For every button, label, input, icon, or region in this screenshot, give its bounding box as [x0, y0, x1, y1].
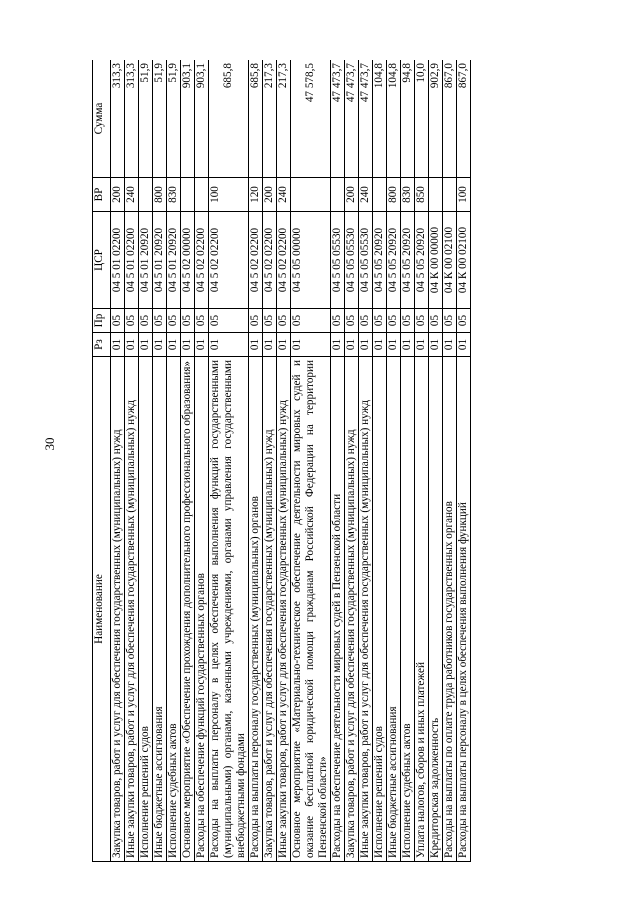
cell-pr: 05	[153, 309, 167, 333]
cell-name: Кредиторская задолженность	[429, 357, 443, 862]
cell-vr: 240	[359, 178, 373, 212]
cell-sum: 47 473,7	[345, 60, 359, 178]
cell-pr: 05	[373, 309, 387, 333]
cell-name: Закупка товаров, работ и услуг для обеспечения государственных (муниципальных) нужд	[345, 357, 359, 862]
cell-rz: 01	[209, 333, 249, 357]
cell-csr: 04 К 00 02100	[443, 212, 457, 309]
cell-vr: 850	[415, 178, 429, 212]
cell-sum: 902,9	[429, 60, 443, 178]
cell-rz: 01	[195, 333, 209, 357]
table-row	[457, 60, 471, 862]
table-row	[249, 60, 263, 862]
cell-name: Исполнение судебных актов	[401, 357, 415, 862]
cell-sum: 104,8	[373, 60, 387, 178]
cell-csr: 04 К 00 02100	[457, 212, 471, 309]
table-header	[93, 60, 111, 862]
table-row	[195, 60, 209, 862]
cell-rz: 01	[277, 333, 291, 357]
cell-name: Иные закупки товаров, работ и услуг для обеспечения государственных (муниципальных) нужд	[277, 357, 291, 862]
cell-rz: 01	[249, 333, 263, 357]
cell-vr	[331, 178, 345, 212]
cell-pr: 05	[263, 309, 277, 333]
cell-sum: 217,3	[263, 60, 277, 178]
cell-vr	[429, 178, 443, 212]
table-row	[263, 60, 277, 862]
cell-sum: 104,8	[387, 60, 401, 178]
cell-csr: 04 5 02 02200	[209, 212, 249, 309]
cell-pr: 05	[415, 309, 429, 333]
cell-csr: 04 К 00 00000	[429, 212, 443, 309]
cell-name: Закупка товаров, работ и услуг для обеспечения государственных (муниципальных) нужд	[263, 357, 277, 862]
header-sum: Сумма	[93, 60, 111, 178]
cell-rz: 01	[263, 333, 277, 357]
cell-rz: 01	[139, 333, 153, 357]
cell-vr	[195, 178, 209, 212]
cell-name: Исполнение судебных актов	[167, 357, 181, 862]
cell-sum: 685,8	[249, 60, 263, 178]
cell-sum: 47 578,5	[291, 60, 331, 178]
cell-rz: 01	[167, 333, 181, 357]
header-rz: Рз	[93, 333, 111, 357]
cell-csr: 04 5 01 02200	[125, 212, 139, 309]
table-row	[153, 60, 167, 862]
cell-rz: 01	[291, 333, 331, 357]
cell-csr: 04 5 02 02200	[249, 212, 263, 309]
page-number: 30	[42, 437, 57, 451]
cell-sum: 313,3	[125, 60, 139, 178]
header-vr: ВР	[93, 178, 111, 212]
cell-vr	[443, 178, 457, 212]
cell-sum: 94,8	[401, 60, 415, 178]
cell-vr: 800	[387, 178, 401, 212]
cell-csr: 04 5 01 02200	[111, 212, 125, 309]
cell-sum: 867,0	[457, 60, 471, 178]
table-row	[125, 60, 139, 862]
table-row	[111, 60, 125, 862]
cell-sum: 47 473,7	[331, 60, 345, 178]
cell-csr: 04 5 01 20920	[153, 212, 167, 309]
cell-csr: 04 5 05 05530	[331, 212, 345, 309]
cell-csr: 04 5 02 02200	[263, 212, 277, 309]
cell-csr: 04 5 05 20920	[373, 212, 387, 309]
cell-name: Расходы на обеспечение функций государственных органов	[195, 357, 209, 862]
cell-rz: 01	[443, 333, 457, 357]
cell-csr: 04 5 01 20920	[139, 212, 153, 309]
cell-pr: 05	[277, 309, 291, 333]
cell-pr: 05	[209, 309, 249, 333]
cell-pr: 05	[401, 309, 415, 333]
cell-pr: 05	[331, 309, 345, 333]
cell-csr: 04 5 05 05530	[359, 212, 373, 309]
cell-csr: 04 5 02 02200	[195, 212, 209, 309]
cell-sum: 313,3	[111, 60, 125, 178]
cell-sum: 47 473,7	[359, 60, 373, 178]
cell-pr: 05	[167, 309, 181, 333]
cell-name: Расходы на выплаты персоналу в целях обеспечения выполнения функций	[457, 357, 471, 862]
cell-name: Расходы на обеспечение деятельности мировых судей в Пензенской области	[331, 357, 345, 862]
cell-sum: 867,0	[443, 60, 457, 178]
cell-csr: 04 5 05 20920	[401, 212, 415, 309]
table-body	[111, 60, 471, 862]
cell-sum: 10,0	[415, 60, 429, 178]
cell-vr: 830	[401, 178, 415, 212]
cell-rz: 01	[331, 333, 345, 357]
budget-table	[92, 60, 471, 862]
cell-vr: 100	[457, 178, 471, 212]
header-row	[93, 60, 111, 862]
cell-pr: 05	[443, 309, 457, 333]
table-row	[209, 60, 249, 862]
cell-pr: 05	[111, 309, 125, 333]
cell-name: Закупка товаров, работ и услуг для обеспечения государственных (муниципальных) нужд	[111, 357, 125, 862]
cell-rz: 01	[457, 333, 471, 357]
cell-name: Иные закупки товаров, работ и услуг для обеспечения государственных (муниципальных) нужд	[359, 357, 373, 862]
table-row	[277, 60, 291, 862]
cell-pr: 05	[181, 309, 195, 333]
header-pr: Пр	[93, 309, 111, 333]
cell-csr: 04 5 05 05530	[345, 212, 359, 309]
cell-vr: 800	[153, 178, 167, 212]
cell-vr	[291, 178, 331, 212]
cell-pr: 05	[429, 309, 443, 333]
table-row	[429, 60, 443, 862]
cell-vr: 200	[263, 178, 277, 212]
cell-rz: 01	[345, 333, 359, 357]
table-row	[443, 60, 457, 862]
cell-name: Расходы на выплаты персоналу в целях обеспечения выполнения функций государственными (муниципальными) органами, казенными учреждениями, органами управления государственными внебюджетными фондами	[209, 357, 249, 862]
cell-sum: 903,1	[181, 60, 195, 178]
cell-sum: 685,8	[209, 60, 249, 178]
cell-pr: 05	[457, 309, 471, 333]
table-rotation-frame	[92, 60, 600, 862]
table-row	[401, 60, 415, 862]
cell-vr	[181, 178, 195, 212]
cell-name: Исполнение решений судов	[139, 357, 153, 862]
table-row	[359, 60, 373, 862]
cell-vr: 120	[249, 178, 263, 212]
cell-vr: 100	[209, 178, 249, 212]
cell-rz: 01	[401, 333, 415, 357]
table-row	[345, 60, 359, 862]
cell-rz: 01	[359, 333, 373, 357]
cell-rz: 01	[415, 333, 429, 357]
cell-sum: 51,9	[139, 60, 153, 178]
header-csr: ЦСР	[93, 212, 111, 309]
cell-name: Иные закупки товаров, работ и услуг для обеспечения государственных (муниципальных) нужд	[125, 357, 139, 862]
cell-pr: 05	[387, 309, 401, 333]
cell-csr: 04 5 05 20920	[415, 212, 429, 309]
table-row	[331, 60, 345, 862]
cell-pr: 05	[139, 309, 153, 333]
cell-vr	[139, 178, 153, 212]
cell-rz: 01	[387, 333, 401, 357]
cell-pr: 05	[195, 309, 209, 333]
cell-rz: 01	[125, 333, 139, 357]
table-row	[291, 60, 331, 862]
cell-name: Иные бюджетные ассигнования	[153, 357, 167, 862]
cell-vr: 240	[125, 178, 139, 212]
cell-rz: 01	[373, 333, 387, 357]
cell-name: Исполнение решений судов	[373, 357, 387, 862]
cell-rz: 01	[181, 333, 195, 357]
table-row	[167, 60, 181, 862]
table-row	[415, 60, 429, 862]
header-name: Наименование	[93, 357, 111, 862]
table-wrapper	[92, 60, 471, 862]
cell-rz: 01	[429, 333, 443, 357]
cell-csr: 04 5 01 20920	[167, 212, 181, 309]
cell-csr: 04 5 02 00000	[181, 212, 195, 309]
cell-vr: 240	[277, 178, 291, 212]
cell-sum: 217,3	[277, 60, 291, 178]
cell-rz: 01	[111, 333, 125, 357]
cell-name: Основное мероприятие «Обеспечение прохождения дополнительного профессионального образования»	[181, 357, 195, 862]
cell-rz: 01	[153, 333, 167, 357]
cell-pr: 05	[291, 309, 331, 333]
table-row	[387, 60, 401, 862]
cell-pr: 05	[125, 309, 139, 333]
cell-name: Иные бюджетные ассигнования	[387, 357, 401, 862]
cell-name: Основное мероприятие «Материально-техническое обеспечение деятельности мировых судей и оказание бесплатной юридической помощи гражданам Российской Федерации на территории Пензенской области»	[291, 357, 331, 862]
cell-csr: 04 5 05 20920	[387, 212, 401, 309]
cell-vr: 830	[167, 178, 181, 212]
table-row	[181, 60, 195, 862]
cell-csr: 04 5 05 00000	[291, 212, 331, 309]
cell-sum: 903,1	[195, 60, 209, 178]
cell-name: Уплата налогов, сборов и иных платежей	[415, 357, 429, 862]
cell-vr: 200	[345, 178, 359, 212]
cell-sum: 51,9	[153, 60, 167, 178]
cell-name: Расходы на выплаты по оплате труда работников государственных органов	[443, 357, 457, 862]
cell-pr: 05	[359, 309, 373, 333]
table-row	[139, 60, 153, 862]
cell-vr	[373, 178, 387, 212]
cell-pr: 05	[345, 309, 359, 333]
cell-pr: 05	[249, 309, 263, 333]
cell-csr: 04 5 02 02200	[277, 212, 291, 309]
cell-vr: 200	[111, 178, 125, 212]
table-row	[373, 60, 387, 862]
cell-name: Расходы на выплаты персоналу государственных (муниципальных) органов	[249, 357, 263, 862]
cell-sum: 51,9	[167, 60, 181, 178]
